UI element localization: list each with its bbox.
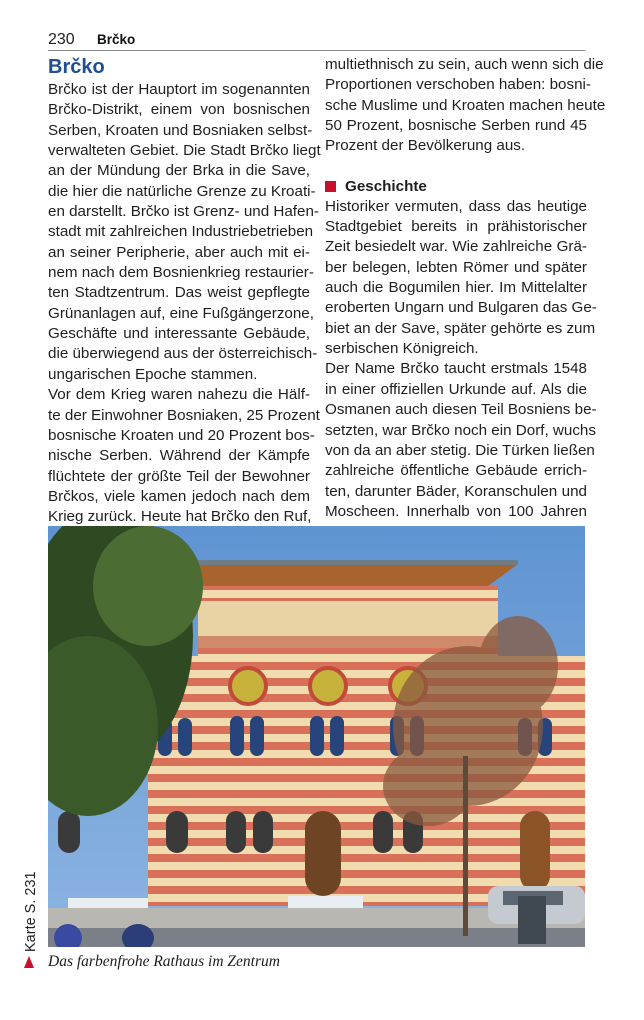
text-line: sche Muslime und Kroaten machen heute (325, 96, 606, 114)
left-column-text (48, 80, 321, 528)
text-line: Zeit besiedelt war. Wie zahlreiche Grä- (325, 238, 587, 256)
text-line: ungarischen Epoche stammen. (48, 365, 258, 383)
text-line: serbischen Königreich. (325, 340, 479, 358)
text-line: auch die Bogumilen hier. Im Mittelalter (325, 279, 587, 297)
map-reference-label[interactable]: Karte S. 231 (23, 871, 39, 952)
article-title: Brčko (48, 56, 105, 78)
text-line: ber belegen, lebten Römer und später (325, 258, 587, 276)
town-hall-photo (48, 526, 585, 947)
text-line: die überwiegend aus der österreichisch- (48, 345, 318, 363)
text-line: stadt mit zahlreichen Industriebetrieben (48, 223, 314, 241)
text-line: die hier die natürliche Grenze zu Kroati- (48, 182, 316, 200)
text-line: setzten, war Brčko noch ein Dorf, wuchs (325, 421, 596, 439)
text-line: Vor dem Krieg waren nahezu die Hälf- (48, 386, 310, 404)
text-line: Der Name Brčko taucht erstmals 1548 (325, 360, 587, 378)
red-triangle-marker-icon (24, 956, 34, 968)
red-square-bullet-icon (325, 181, 336, 192)
text-line: ten, darunter Bäder, Koranschulen und (325, 482, 587, 500)
running-head-title: Brčko (97, 32, 136, 47)
section-heading-geschichte (325, 177, 587, 197)
text-line: Prozent der Bevölkerung aus. (325, 137, 526, 155)
text-line: an der Mündung der Brka in die Save, (48, 162, 310, 180)
text-line: zahlreiche öffentliche Gebäude errich- (325, 462, 587, 480)
text-line: multiethnisch zu sein, auch wenn sich die (325, 56, 604, 73)
text-line: Proportionen verschoben haben: bosni- (325, 76, 591, 94)
text-line: nem nach dem Bosnienkrieg restaurier- (48, 264, 314, 282)
section-heading-label: Geschichte (345, 177, 427, 195)
text-line: biet an der Save, später gehörte es zum (325, 319, 596, 337)
text-line: Serben, Kroaten und Bosniaken selbst- (48, 121, 313, 139)
text-line: Historiker vermuten, dass das heutige (325, 197, 587, 215)
text-line: 50 Prozent, bosnische Serben rund 45 (325, 117, 587, 135)
text-line: von da an aber stetig. Die Türken ließen (325, 441, 595, 459)
text-line: flüchtete der größte Teil der Bewohner (48, 467, 310, 485)
text-line: en darstellt. Brčko ist Grenz- und Hafen- (48, 203, 319, 221)
text-line: verwalteten Gebiet. Die Stadt Brčko liegt (48, 142, 321, 160)
right-column-intro-text (325, 55, 606, 157)
text-line: bosnische Kroaten und 20 Prozent bos- (48, 426, 315, 444)
text-line: nische Serben. Während der Kämpfe (48, 447, 310, 465)
text-line: Stadtgebiet bereits in prähistorischer (325, 218, 587, 236)
text-line: Geschäfte und interessante Gebäude, (48, 325, 310, 343)
text-line: Moscheen. Innerhalb von 100 Jahren (325, 502, 587, 520)
text-line: Brčkos, viele kamen jedoch nach dem (48, 487, 310, 505)
text-line: Brčko-Distrikt, einem von bosnischen (48, 101, 310, 119)
section-text (325, 197, 597, 523)
figure-caption: Das farbenfrohe Rathaus im Zentrum (48, 953, 280, 970)
text-line: Osmanen auch diesen Teil Bosniens be- (325, 401, 597, 419)
text-line: an seiner Peripherie, aber auch mit ei- (48, 243, 310, 261)
text-line: eroberten Ungarn und Bulgaren das Ge- (325, 299, 597, 317)
right-column (325, 55, 606, 522)
page-number: 230 (48, 31, 75, 48)
text-line: Krieg zurück. Heute hat Brčko den Ruf, (48, 508, 312, 526)
text-line: in einer offiziellen Urkunde auf. Als die (325, 380, 587, 398)
left-column (48, 55, 321, 528)
running-head (48, 30, 585, 50)
header-rule-divider (48, 50, 585, 51)
text-line: te der Einwohner Bosniaken, 25 Prozent (48, 406, 320, 424)
map-reference[interactable] (20, 865, 40, 950)
text-line: ten Stadtzentrum. Das weist gepflegte (48, 284, 310, 302)
text-line: Grünanlagen auf, eine Fußgängerzone, (48, 304, 314, 322)
text-line: Brčko ist der Hauptort im sogenannten (48, 81, 310, 98)
